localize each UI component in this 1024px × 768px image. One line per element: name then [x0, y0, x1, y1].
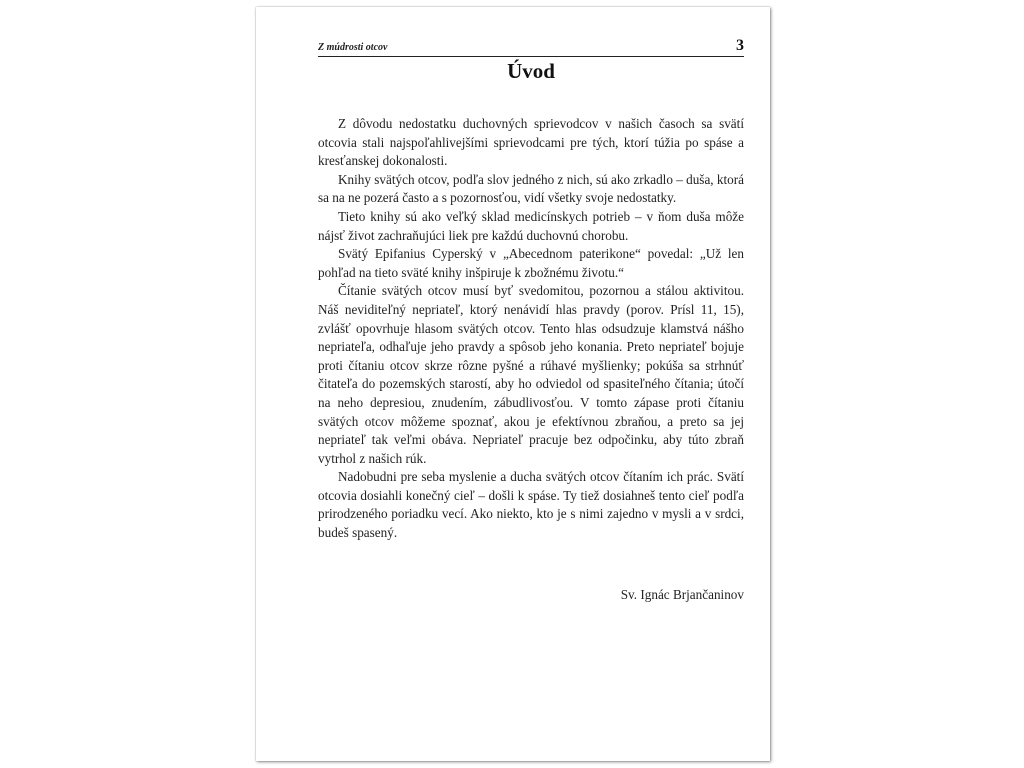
- document-page: [256, 7, 770, 761]
- paragraph: Nadobudni pre seba myslenie a ducha svätých otcov čítaním ich prác. Svätí otcovia dosiahli konečný cieľ – došli k spáse. Ty tiež dosiahneš tento cieľ podľa prirodzeného poriadku vecí. Ako niekto, kto je s nimi zajedno v mysli a v srdci, budeš spasený.: [318, 469, 744, 541]
- page-number: 3: [736, 37, 744, 54]
- running-header: [318, 36, 744, 57]
- running-title: Z múdrosti otcov: [318, 42, 388, 53]
- paragraph: Svätý Epifanius Cyperský v „Abecednom paterikone“ povedal: „Už len pohľad na tieto sväté knihy inšpiruje k zbožnému životu.“: [318, 246, 744, 280]
- paragraph: Čítanie svätých otcov musí byť svedomitou, pozornou a stálou aktivitou. Náš neviditeľný nepriateľ, ktorý nenávidí hlas pravdy (porov. Prísl 11, 15), zvlášť opovrhuje hlasom svätých otcov. Tento hlas odsudzuje klamstvá nášho nepriateľa, odhaľuje jeho pravdy a spôsob jeho konania. Preto nepriateľ bojuje proti čítaniu otcov skrze rôzne pyšné a rúhavé myšlienky; pokúša sa strhnúť čitateľa do pozemských starostí, aby ho odviedol od spasiteľného čítania; útočí na neho depresiou, znudením, zábudlivosťou. V tomto zápase proti čítaniu svätých otcov môžeme spoznať, akou je efektívnou zbraňou, a preto sa jej nepriateľ tak veľmi obáva. Nepriateľ pracuje bez odpočinku, aby túto zbraň vytrhol z našich rúk.: [318, 283, 744, 466]
- paragraph: Knihy svätých otcov, podľa slov jedného z nich, sú ako zrkadlo – duša, ktorá sa na ne pozerá často a s pozornosťou, vidí všetky svoje nedostatky.: [318, 171, 744, 206]
- chapter-title: Úvod: [507, 59, 555, 83]
- paragraph: Z dôvodu nedostatku duchovných sprievodcov v našich časoch sa svätí otcovia stali najspoľahlivejšími sprievodcami pre tých, ktorí túžia po spáse a kresťanskej dokonalosti.: [318, 116, 744, 169]
- author-signature: Sv. Ignác Brjančaninov: [620, 587, 744, 602]
- body-text: [318, 115, 744, 543]
- paragraph: Tieto knihy sú ako veľký sklad medicínskych potrieb – v ňom duša môže nájsť život zachraňujúci liek pre každú duchovnú chorobu.: [318, 208, 744, 243]
